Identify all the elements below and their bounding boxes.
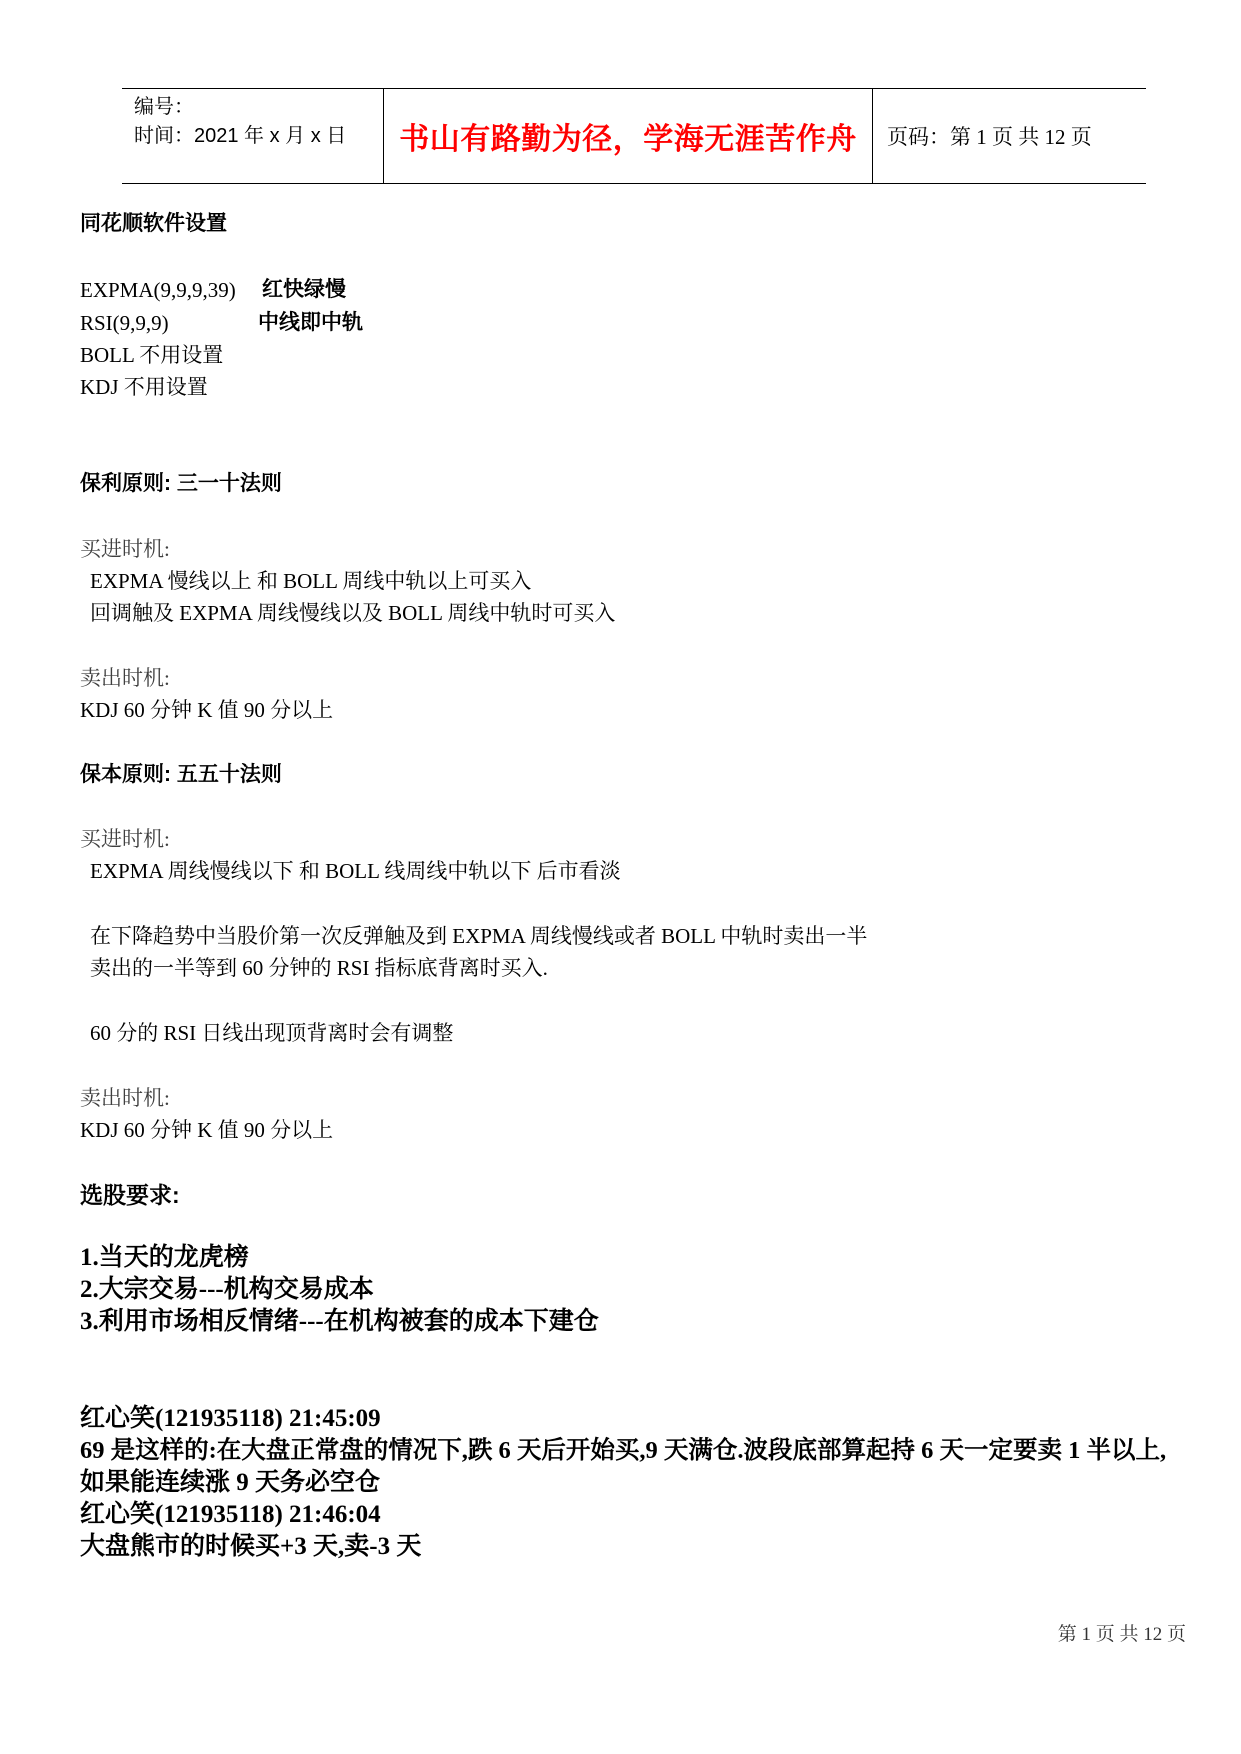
- setting-rsi: RSI(9,9,9): [80, 311, 169, 335]
- chat-line: 红心笑(121935118) 21:45:09: [80, 1405, 381, 1432]
- header-page-number: 页码：第 1 页 共 12 页: [887, 125, 1092, 149]
- selection-title: 选股要求:: [80, 1182, 180, 1208]
- settings-title: 同花顺软件设置: [80, 212, 227, 235]
- profit-sell-line: KDJ 60 分钟 K 值 90 分以上: [80, 698, 334, 722]
- profit-buy-line: EXPMA 慢线以上 和 BOLL 周线中轨以上可买入: [90, 569, 532, 593]
- page-footer: 第 1 页 共 12 页: [1057, 1624, 1186, 1645]
- profit-sell-label: 卖出时机:: [80, 666, 170, 690]
- header-meta: [134, 93, 384, 151]
- capital-note-line: 60 分的 RSI 日线出现顶背离时会有调整: [90, 1021, 454, 1045]
- profit-buy-line: 回调触及 EXPMA 周线慢线以及 BOLL 周线中轨时可买入: [90, 601, 616, 625]
- header-motto: 书山有路勤为径，学海无涯苦作舟: [399, 123, 857, 156]
- setting-kdj: KDJ 不用设置: [80, 375, 208, 399]
- chat-line: 69 是这样的:在大盘正常盘的情况下,跌 6 天后开始买,9 天满仓.波段底部算起持 6 天一定要卖 1 半以上,: [80, 1437, 1167, 1464]
- selection-item: 1.当天的龙虎榜: [80, 1244, 249, 1271]
- capital-para-line: 在下降趋势中当股价第一次反弹触及到 EXPMA 周线慢线或者 BOLL 中轨时卖出一半: [90, 924, 868, 948]
- selection-item: 2.大宗交易---机构交易成本: [80, 1276, 374, 1303]
- profit-buy-label: 买进时机:: [80, 537, 170, 561]
- capital-title: 保本原则: 五五十法则: [80, 763, 282, 786]
- capital-buy-label: 买进时机:: [80, 827, 170, 851]
- selection-item: 3.利用市场相反情绪---在机构被套的成本下建仓: [80, 1308, 599, 1335]
- chat-line: 如果能连续涨 9 天务必空仓: [80, 1469, 381, 1496]
- setting-expma: EXPMA(9,9,9,39): [80, 278, 236, 302]
- capital-sell-label: 卖出时机:: [80, 1086, 170, 1110]
- setting-rsi-note: 中线即中轨: [258, 311, 363, 334]
- time-label: 时间：2021 年 x 月 x 日: [134, 125, 347, 147]
- capital-buy-line: EXPMA 周线慢线以下 和 BOLL 线周线中轨以下 后市看淡: [90, 859, 621, 883]
- capital-para-line: 卖出的一半等到 60 分钟的 RSI 指标底背离时买入.: [90, 956, 548, 980]
- profit-title: 保利原则: 三一十法则: [80, 472, 282, 495]
- chat-line: 大盘熊市的时候买+3 天,卖-3 天: [80, 1533, 422, 1560]
- document-header: [122, 88, 1146, 184]
- capital-sell-line: KDJ 60 分钟 K 值 90 分以上: [80, 1118, 334, 1142]
- setting-boll: BOLL 不用设置: [80, 343, 224, 367]
- header-divider: [872, 89, 873, 183]
- setting-expma-note: 红快绿慢: [262, 278, 346, 301]
- chat-line: 红心笑(121935118) 21:46:04: [80, 1501, 381, 1528]
- number-label: 编号：: [134, 96, 194, 118]
